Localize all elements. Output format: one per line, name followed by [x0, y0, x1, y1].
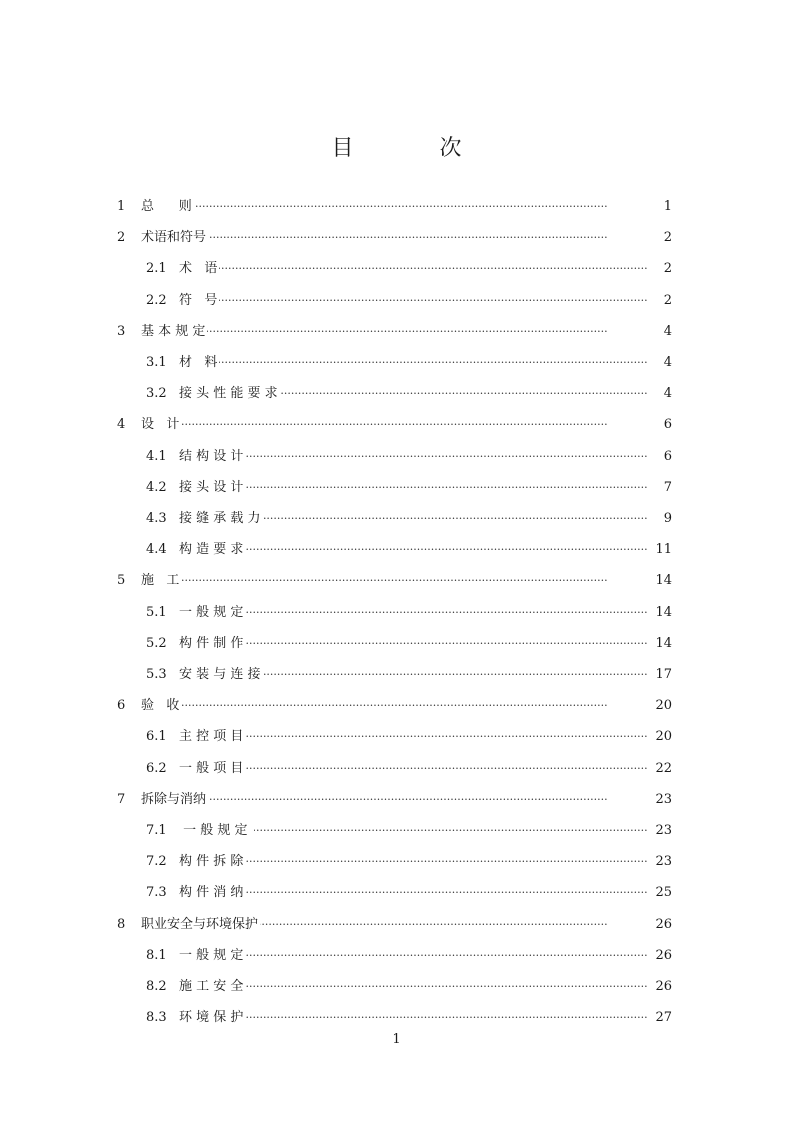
toc-entry-number: 5.1 [146, 604, 167, 620]
toc-entry-number: 6.2 [146, 760, 167, 776]
toc-leader-dots [200, 503, 671, 534]
toc-entry-number: 6 [117, 698, 126, 714]
toc-entry-page: 11 [654, 534, 672, 565]
toc-leader-dots [160, 222, 671, 253]
toc-entry-page: 26 [654, 940, 672, 971]
toc-section-entry[interactable] [0, 753, 793, 784]
toc-entry-page: 1 [663, 191, 672, 222]
toc-entry-title: 施 工 [141, 565, 181, 596]
toc-entry-page: 23 [654, 815, 672, 846]
toc-leader-dots [200, 846, 671, 877]
toc-entry-number: 4 [117, 417, 126, 433]
toc-entry-page: 23 [654, 846, 672, 877]
toc-section-entry[interactable] [0, 347, 793, 378]
toc-section-entry[interactable] [0, 721, 793, 752]
toc-chapter-entry[interactable] [0, 191, 793, 222]
toc-section-entry[interactable] [0, 472, 793, 503]
toc-entry-title: 构 造 要 求 [179, 534, 245, 565]
toc-chapter-entry[interactable] [0, 909, 793, 940]
toc-leader-dots [200, 753, 671, 784]
toc-entry-page: 23 [654, 784, 672, 815]
toc-leader-dots [200, 721, 671, 752]
toc-entry-page: 7 [663, 472, 672, 503]
toc-entry-number: 2.1 [146, 261, 167, 277]
toc-entry-title: 总 则 [141, 191, 194, 222]
toc-entry-number: 8.1 [146, 947, 167, 963]
toc-entry-page: 17 [654, 659, 672, 690]
toc-leader-dots [200, 441, 671, 472]
toc-leader-dots [200, 534, 671, 565]
toc-leader-dots [200, 347, 671, 378]
toc-entry-page: 2 [663, 253, 672, 284]
toc-entry-number: 4.3 [146, 511, 167, 526]
toc-entry-page: 4 [663, 347, 672, 378]
toc-section-entry[interactable] [0, 628, 793, 659]
toc-entry-title: 验 收 [141, 690, 181, 721]
toc-entry-title: 结 构 设 计 [179, 441, 245, 472]
toc-entry-number: 8 [117, 916, 126, 932]
toc-entry-page: 6 [663, 441, 672, 472]
toc-leader-dots [200, 815, 671, 846]
toc-entry-title: 一 般 规 定 [179, 815, 254, 846]
toc-entry-title: 术 语 [179, 253, 219, 284]
page-title: 目 次 [331, 136, 486, 161]
toc-entry-title: 安 装 与 连 接 [179, 659, 263, 690]
toc-section-entry[interactable] [0, 597, 793, 628]
toc-entry-page: 22 [654, 753, 672, 784]
toc-entry-page: 2 [663, 285, 672, 316]
toc-entry-number: 4.1 [146, 448, 167, 464]
toc-entry-title: 接 头 设 计 [179, 472, 245, 503]
toc-entry-page: 25 [654, 877, 672, 908]
toc-section-entry[interactable] [0, 253, 793, 284]
toc-entry-number: 6.1 [146, 729, 167, 745]
toc-entry-number: 3 [117, 323, 126, 339]
toc-leader-dots [160, 784, 671, 815]
toc-entry-page: 6 [663, 409, 672, 440]
toc-leader-dots [160, 316, 671, 347]
toc-entry-page: 14 [654, 565, 672, 596]
toc-entry-title: 接 缝 承 载 力 [179, 503, 263, 534]
toc-leader-dots [160, 409, 671, 440]
toc-entry-number: 7.3 [146, 885, 167, 901]
toc-entry-number: 5 [117, 573, 126, 589]
toc-entry-page: 20 [654, 721, 672, 752]
toc-entry-page: 14 [654, 597, 672, 628]
toc-section-entry[interactable] [0, 815, 793, 846]
toc-section-entry[interactable] [0, 846, 793, 877]
toc-entry-page: 2 [663, 222, 672, 253]
toc-section-entry[interactable] [0, 285, 793, 316]
toc-leader-dots [200, 285, 671, 316]
toc-chapter-entry[interactable] [0, 784, 793, 815]
toc-entry-title: 材 料 [179, 347, 219, 378]
toc-leader-dots [200, 253, 671, 284]
toc-entry-number: 8.3 [146, 1010, 167, 1026]
toc-entry-title: 拆除与消纳 [141, 784, 208, 815]
page-number: 1 [392, 1032, 401, 1047]
toc-entry-title: 设 计 [141, 409, 181, 440]
toc-entry-title: 构 件 制 作 [179, 628, 245, 659]
toc-chapter-entry[interactable] [0, 565, 793, 596]
toc-entry-number: 5.2 [146, 635, 167, 651]
toc-leader-dots [200, 628, 671, 659]
toc-entry-page: 26 [654, 971, 672, 1002]
toc-entry-title: 构 件 拆 除 [179, 846, 245, 877]
toc-entry-title: 职业安全与环境保护 [141, 909, 260, 940]
toc-entry-page: 27 [654, 1002, 672, 1033]
toc-entry-title: 环 境 保 护 [179, 1002, 245, 1033]
toc-entry-number: 5.3 [146, 667, 167, 682]
toc-section-entry[interactable] [0, 441, 793, 472]
toc-leader-dots [160, 690, 671, 721]
toc-entry-page: 4 [663, 378, 672, 409]
toc-leader-dots [160, 565, 671, 596]
toc-section-entry[interactable] [0, 940, 793, 971]
toc-entry-page: 26 [654, 909, 672, 940]
toc-leader-dots [200, 1002, 671, 1033]
toc-entry-number: 4.2 [146, 479, 167, 495]
toc-entry-title: 术语和符号 [141, 222, 208, 253]
toc-leader-dots [200, 472, 671, 503]
toc-section-entry[interactable] [0, 534, 793, 565]
toc-entry-title: 符 号 [179, 285, 219, 316]
toc-entry-number: 7 [117, 791, 126, 807]
toc-entry-number: 3.2 [146, 386, 167, 402]
toc-leader-dots [160, 191, 671, 222]
toc-entry-number: 3.1 [146, 355, 167, 370]
toc-entry-number: 7.2 [146, 854, 167, 870]
toc-entry-page: 4 [663, 316, 672, 347]
toc-entry-number: 8.2 [146, 979, 167, 994]
toc-leader-dots [200, 940, 671, 971]
toc-entry-title: 接 头 性 能 要 求 [179, 378, 280, 409]
toc-entry-title: 一 般 项 目 [179, 753, 245, 784]
toc-entry-title: 一 般 规 定 [179, 940, 245, 971]
toc-entry-page: 14 [654, 628, 672, 659]
toc-leader-dots [200, 971, 671, 1002]
toc-section-entry[interactable] [0, 1002, 793, 1033]
toc-entry-title: 一 般 规 定 [179, 597, 245, 628]
toc-entry-page: 20 [654, 690, 672, 721]
toc-entry-number: 4.4 [146, 542, 167, 558]
toc-chapter-entry[interactable] [0, 409, 793, 440]
toc-entry-number: 2 [117, 230, 126, 246]
toc-leader-dots [200, 597, 671, 628]
toc-section-entry[interactable] [0, 659, 793, 690]
toc-section-entry[interactable] [0, 877, 793, 908]
toc-entry-title: 构 件 消 纳 [179, 877, 245, 908]
toc-entry-number: 2.2 [146, 292, 167, 308]
toc-section-entry[interactable] [0, 378, 793, 409]
toc-leader-dots [200, 877, 671, 908]
toc-entry-number: 7.1 [146, 823, 167, 838]
toc-section-entry[interactable] [0, 971, 793, 1002]
toc-entry-title: 主 控 项 目 [179, 721, 245, 752]
toc-chapter-entry[interactable] [0, 690, 793, 721]
toc-section-entry[interactable] [0, 503, 793, 534]
toc-leader-dots [200, 659, 671, 690]
toc-chapter-entry[interactable] [0, 316, 793, 347]
toc-entry-number: 1 [117, 199, 126, 214]
toc-entry-title: 基 本 规 定 [141, 316, 207, 347]
toc-chapter-entry[interactable] [0, 222, 793, 253]
toc-entry-page: 9 [663, 503, 672, 534]
toc-entry-title: 施 工 安 全 [179, 971, 245, 1002]
